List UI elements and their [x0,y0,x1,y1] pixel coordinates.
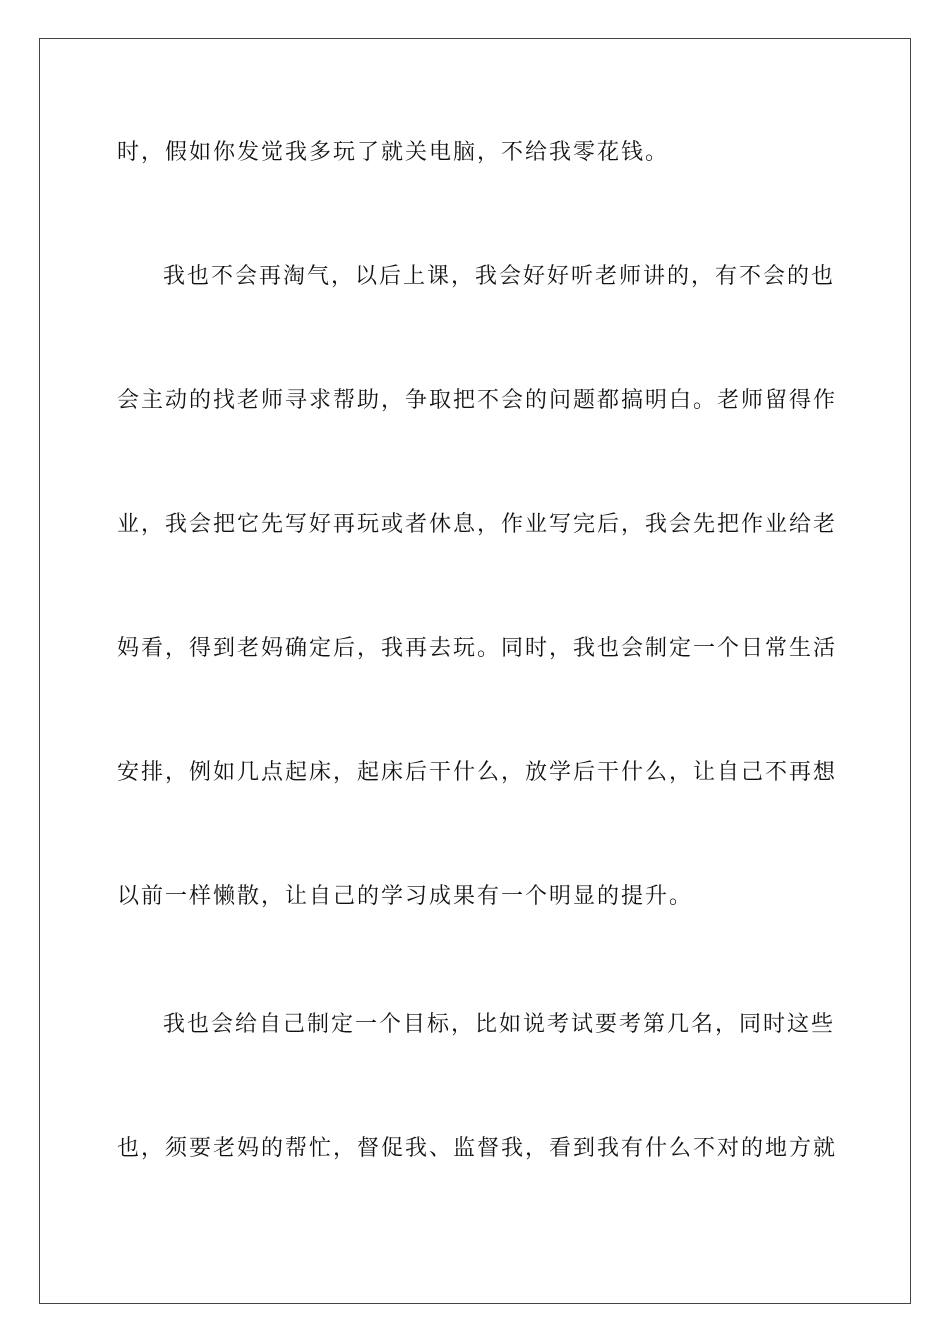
text-line: 会主动的找老师寻求帮助，争取把不会的问题都搞明白。老师留得作 [117,388,838,413]
text-line: 安排，例如几点起床，起床后干什么，放学后干什么，让自己不再想 [117,760,838,785]
paragraph-first-line: 我也会给自己制定一个目标，比如说考试要考第几名，同时这些 [163,1012,836,1037]
page-border [39,38,911,1304]
text-line: 时，假如你发觉我多玩了就关电脑，不给我零花钱。 [117,140,670,165]
text-line: 业，我会把它先写好再玩或者休息，作业写完后，我会先把作业给老 [117,512,838,537]
paragraph-first-line: 我也不会再淘气，以后上课，我会好好听老师讲的，有不会的也 [163,264,836,289]
text-line: 以前一样懒散，让自己的学习成果有一个明显的提升。 [117,884,694,909]
text-line: 妈看，得到老妈确定后，我再去玩。同时，我也会制定一个日常生活 [117,636,838,661]
text-line: 也，须要老妈的帮忙，督促我、监督我，看到我有什么不对的地方就 [117,1136,838,1161]
